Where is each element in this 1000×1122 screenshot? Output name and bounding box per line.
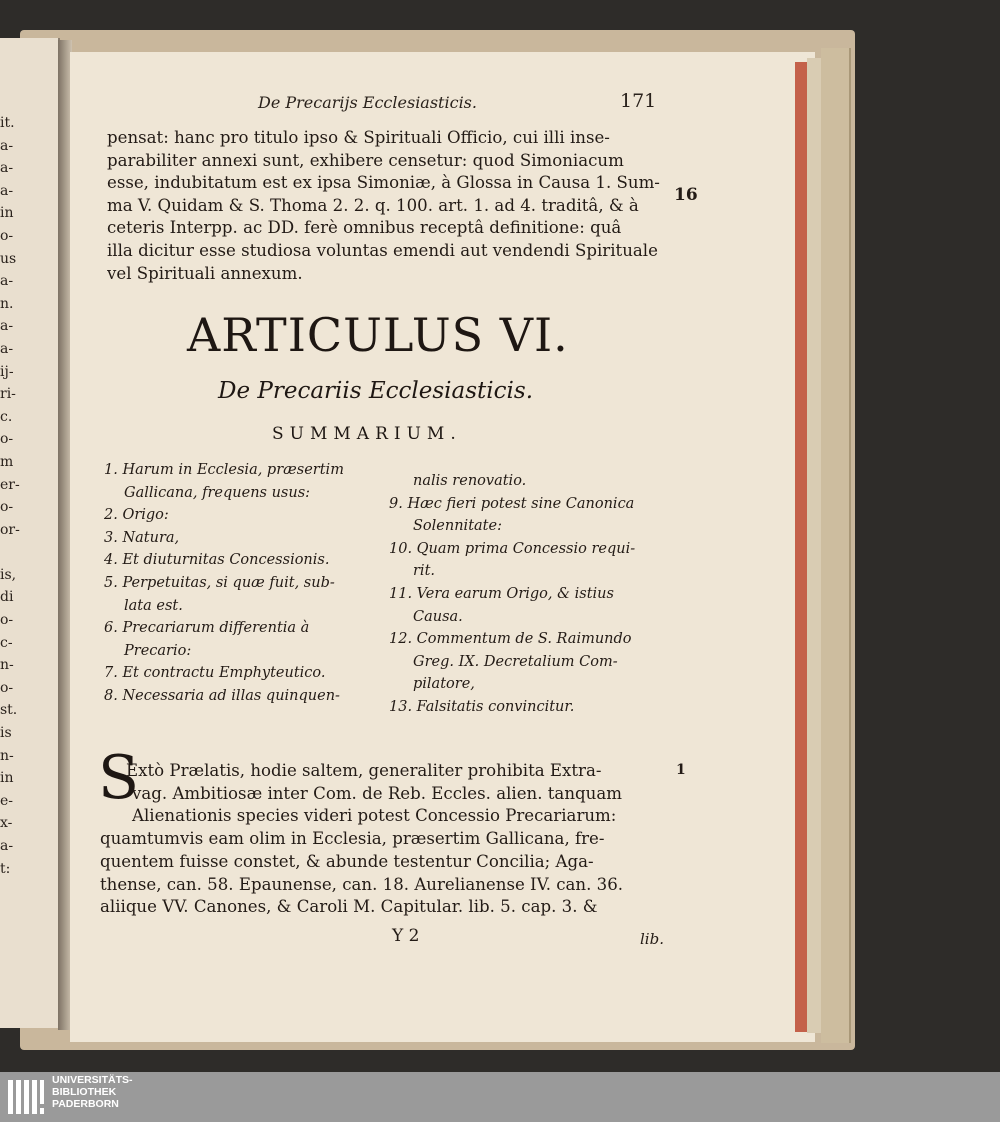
running-header: De Precarijs Ecclesiasticis. — [258, 93, 477, 112]
red-page-edge — [795, 62, 807, 1032]
summary-item: Causa. — [413, 608, 463, 625]
text-line: Alienationis species videri potest Concessio Precariarum: — [132, 806, 617, 826]
left-page-fragment: a- — [0, 340, 14, 357]
library-name — [52, 1074, 133, 1110]
left-page-fragment: a- — [0, 182, 14, 199]
summary-item: 3. Natura, — [104, 529, 180, 546]
text-line: parabiliter annexi sunt, exhibere censetur: quod Simoniacum — [107, 150, 624, 170]
left-page-fragment: a- — [0, 137, 14, 154]
page-number: 171 — [620, 90, 657, 112]
left-page-fragment: o- — [0, 227, 14, 244]
left-page-fragment: ri- — [0, 386, 16, 403]
text-line: ma V. Quidam & S. Thoma 2. 2. q. 100. art. 1. ad 4. traditâ, & à — [107, 195, 639, 215]
text-line: thense, can. 58. Epaunense, can. 18. Aurelianense IV. can. 36. — [100, 874, 624, 894]
summary-item: 5. Perpetuitas, si quæ fuit, sub- — [104, 574, 335, 591]
left-page-fragment: st. — [0, 702, 18, 719]
library-footer-bar — [0, 1072, 1000, 1122]
left-page-fragment: a- — [0, 273, 14, 290]
summary-item: 1. Harum in Ecclesia, præsertim — [104, 462, 344, 478]
text-line: vag. Ambitiosæ inter Com. de Reb. Eccles. alien. tanquam — [132, 783, 622, 803]
summary-item: 10. Quam prima Concessio requi- — [389, 540, 636, 557]
catchword: lib. — [640, 930, 664, 948]
left-page-fragment: c- — [0, 634, 13, 651]
left-page-fragment: us — [0, 250, 17, 267]
library-name-line: UNIVERSITÄTS- — [52, 1074, 133, 1086]
left-page-fragment — [0, 544, 52, 567]
left-page-fragment: o- — [0, 612, 14, 629]
text-line: illa dicitur esse studiosa voluntas emendi aut vendendi Spirituale — [107, 240, 658, 260]
left-page-fragment: er- — [0, 476, 20, 493]
left-page-fragment: o- — [0, 499, 14, 516]
summary-item: Precario: — [124, 642, 192, 659]
summary-left-column — [104, 459, 344, 708]
body-paragraph — [100, 760, 662, 919]
cover-edge — [821, 48, 851, 1043]
left-page-fragment: is — [0, 725, 12, 742]
page-edge — [807, 58, 821, 1033]
left-page-text-fragments — [0, 115, 52, 883]
library-name-line: PADERBORN — [52, 1098, 119, 1110]
left-page-fragment: it. — [0, 115, 15, 131]
margin-note-number: 16 — [674, 185, 698, 205]
text-line: ceteris Interpp. ac DD. ferè omnibus receptâ definitione: quâ — [107, 218, 622, 238]
summary-item: pilatore, — [413, 676, 475, 693]
summary-item: lata est. — [124, 597, 183, 614]
summary-item: Greg. IX. Decretalium Com- — [413, 653, 618, 670]
left-page-fragment: di — [0, 589, 14, 606]
summarium-heading: SUMMARIUM. — [272, 424, 462, 444]
left-page-fragment: m — [0, 453, 14, 470]
summary-item: 2. Origo: — [104, 507, 169, 524]
summary-item: nalis renovatio. — [413, 473, 527, 489]
decorated-initial: S — [98, 743, 140, 813]
summary-item: 8. Necessaria ad illas quinquen- — [104, 687, 340, 704]
left-page-fragment: a- — [0, 318, 14, 335]
left-page-fragment: in — [0, 770, 14, 787]
left-page-fragment: c. — [0, 408, 13, 425]
left-page-fragment: or- — [0, 521, 20, 538]
margin-note-number: 1 — [676, 762, 686, 778]
text-line: esse, indubitatum est ex ipsa Simoniæ, à Glossa in Causa 1. Sum- — [107, 173, 660, 193]
text-line: pensat: hanc pro titulo ipso & Spirituali Officio, cui illi inse- — [107, 128, 610, 147]
text-line: aliique VV. Canones, & Caroli M. Capitular. lib. 5. cap. 3. & — [100, 897, 598, 917]
article-title: ARTICULUS VI. — [187, 308, 569, 362]
summary-item: 12. Commentum de S. Raimundo — [389, 631, 632, 648]
summary-item: 7. Et contractu Emphyteutico. — [104, 665, 326, 682]
summary-item: 13. Falsitatis convincitur. — [389, 698, 575, 715]
left-page-fragment: ij- — [0, 363, 14, 380]
left-page-fragment: is, — [0, 566, 17, 583]
article-subtitle: De Precariis Ecclesiasticis. — [218, 378, 534, 404]
left-page-fragment: n- — [0, 747, 14, 764]
summary-item: rit. — [413, 563, 436, 580]
text-line: Extò Prælatis, hodie saltem, generaliter prohibita Extra- — [126, 761, 602, 780]
left-page-fragment: x- — [0, 815, 13, 832]
summary-item: 11. Vera earum Origo, & istius — [389, 585, 614, 602]
left-page-fragment: e- — [0, 792, 14, 809]
signature-mark: Y 2 — [392, 926, 420, 946]
library-logo-icon — [8, 1076, 46, 1118]
library-name-line: BIBLIOTHEK — [52, 1086, 117, 1098]
opening-paragraph — [107, 127, 667, 285]
left-page-fragment: t: — [0, 860, 11, 877]
left-page-fragment: in — [0, 205, 14, 222]
left-page-fragment: a- — [0, 160, 14, 177]
left-page-fragment: n. — [0, 295, 14, 312]
left-page-fragment: o- — [0, 679, 14, 696]
summary-item: 4. Et diuturnitas Concessionis. — [104, 552, 330, 569]
left-page-fragment: a- — [0, 838, 14, 854]
left-page-fragment: o- — [0, 431, 14, 448]
left-page-fragment: n- — [0, 657, 14, 674]
summary-right-column — [389, 470, 635, 719]
summary-item: Gallicana, frequens usus: — [124, 484, 311, 501]
text-line: quentem fuisse constet, & abunde testentur Concilia; Aga- — [100, 851, 594, 871]
summary-item: Solennitate: — [413, 518, 502, 535]
summary-item: 9. Hæc fieri potest sine Canonica — [389, 495, 635, 512]
text-line: vel Spirituali annexum. — [107, 263, 303, 283]
text-line: quamtumvis eam olim in Ecclesia, præsertim Gallicana, fre- — [100, 829, 605, 849]
summary-item: 6. Precariarum differentia à — [104, 620, 310, 637]
